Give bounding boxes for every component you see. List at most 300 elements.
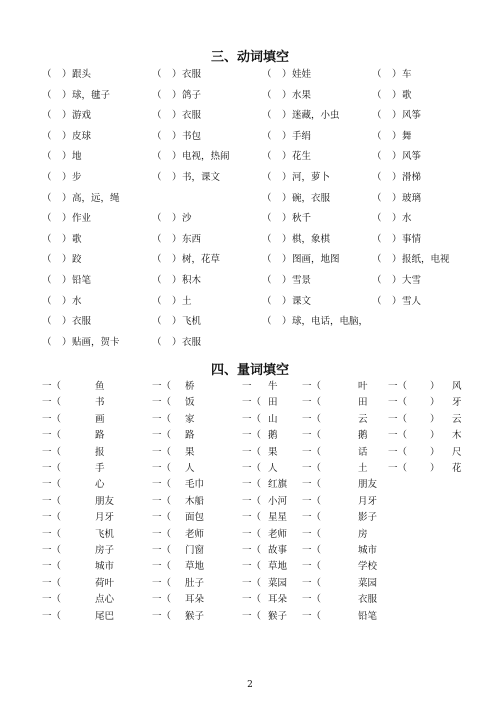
measure-prefix: 一（ — [152, 528, 172, 540]
verb-object-text: 课文 — [292, 295, 312, 307]
blank-close-paren: ） — [392, 192, 402, 204]
measure-noun: 手 — [95, 463, 105, 474]
measure-noun: 桥 — [185, 381, 195, 392]
verb-object-text: 球，电话，电脑， — [292, 316, 369, 328]
measure-noun: 老师 — [185, 528, 205, 540]
measure-prefix: 一（ — [242, 610, 262, 622]
measure-noun: 牛 — [268, 381, 278, 392]
measure-noun: 云 — [358, 413, 368, 425]
blank-close-paren: ） — [172, 316, 182, 328]
blank-open-paren: （ — [42, 254, 52, 266]
verb-object-text: 地 — [72, 151, 82, 163]
blank-open-paren: （ — [372, 110, 382, 122]
verb-object-text: 步 — [72, 172, 82, 183]
blank-close-paren: ） — [392, 254, 402, 266]
measure-prefix: 一（ — [388, 446, 408, 458]
measure-noun: 人 — [185, 463, 195, 474]
verb-object-text: 娃娃 — [292, 69, 312, 80]
measure-noun: 耳朵 — [185, 594, 205, 606]
verb-object-text: 玻璃 — [402, 192, 422, 204]
measure-row — [0, 543, 500, 559]
measure-prefix: 一（ — [302, 577, 322, 589]
measure-prefix: 一（ — [242, 479, 262, 491]
measure-prefix: 一（ — [302, 430, 322, 442]
measure-prefix: 一（ — [242, 430, 262, 442]
measure-prefix: 一（ — [302, 413, 322, 425]
verb-object-text: 衣服 — [182, 336, 202, 348]
measure-noun: 面包 — [185, 512, 205, 524]
measure-noun: ） — [430, 413, 440, 425]
blank-close-paren: ） — [392, 69, 402, 80]
blank-close-paren: ） — [172, 336, 182, 348]
blank-open-paren: （ — [42, 213, 52, 225]
measure-noun: 菜园 — [268, 577, 288, 589]
verb-object-text: 舞 — [402, 130, 412, 142]
measure-noun: 肚子 — [185, 577, 205, 589]
measure-prefix: 一（ — [152, 446, 172, 458]
measure-noun: 心 — [95, 479, 105, 491]
blank-open-paren: （ — [42, 130, 52, 142]
measure-row — [0, 461, 500, 477]
section3-title: 三、动词填空 — [210, 50, 289, 65]
verb-object-text: 衣服 — [182, 69, 202, 80]
measure-prefix: 一（ — [152, 610, 172, 622]
blank-open-paren: （ — [372, 151, 382, 163]
verb-object-text: 水果 — [292, 89, 312, 101]
measure-noun: 荷叶 — [95, 577, 115, 589]
verb-row — [0, 212, 500, 226]
verb-object-text: 衣服 — [182, 110, 202, 122]
verb-object-text: 作业 — [72, 213, 92, 225]
blank-open-paren: （ — [152, 172, 162, 183]
blank-close-paren: ） — [392, 110, 402, 122]
blank-open-paren: （ — [152, 316, 162, 328]
verb-object-text: 歌 — [72, 233, 82, 245]
blank-open-paren: （ — [372, 192, 382, 204]
blank-open-paren: （ — [372, 69, 382, 80]
blank-close-paren: ） — [282, 316, 292, 328]
measure-noun: 月牙 — [358, 495, 378, 507]
blank-open-paren: （ — [372, 130, 382, 142]
verb-object-text: 风筝 — [402, 110, 422, 122]
measure-prefix: 一（ — [152, 545, 172, 556]
measure-prefix: 一（ — [302, 495, 322, 507]
measure-noun: 报 — [95, 446, 105, 458]
blank-close-paren: ） — [282, 110, 292, 122]
blank-open-paren: （ — [152, 110, 162, 122]
measure-prefix: 一（ — [42, 545, 62, 556]
measure-noun: 人 — [268, 463, 278, 474]
verb-object-text: 雪景 — [292, 275, 312, 286]
blank-close-paren: ） — [62, 275, 72, 286]
blank-close-paren: ） — [282, 233, 292, 245]
section4-title: 四、量词填空 — [210, 363, 289, 378]
blank-open-paren: （ — [262, 130, 272, 142]
blank-close-paren: ） — [172, 110, 182, 122]
measure-noun: 点心 — [95, 594, 115, 606]
measure-prefix: 一（ — [42, 561, 62, 573]
measure-prefix: 一（ — [242, 463, 262, 474]
blank-close-paren: ） — [392, 151, 402, 163]
measure-prefix: 一（ — [152, 413, 172, 425]
verb-object-text: 手绢 — [292, 130, 312, 142]
measure-prefix: 一（ — [242, 495, 262, 507]
blank-close-paren: ） — [62, 89, 72, 101]
measure-prefix: 一（ — [242, 577, 262, 589]
blank-close-paren: ） — [282, 192, 292, 204]
measure-prefix: 一（ — [42, 610, 62, 622]
verb-row — [0, 130, 500, 144]
measure-noun: 画 — [95, 413, 105, 425]
blank-open-paren: （ — [42, 192, 52, 204]
verb-object-text: 雪人 — [402, 295, 422, 307]
verb-object-text: 书，课文 — [182, 172, 221, 183]
verb-object-text: 衣服 — [72, 316, 92, 328]
blank-close-paren: ） — [282, 295, 292, 307]
measure-row — [0, 609, 500, 625]
blank-open-paren: （ — [152, 130, 162, 142]
measure-prefix: 一（ — [152, 381, 172, 392]
blank-open-paren: （ — [262, 89, 272, 101]
verb-object-text: 报纸，电视 — [402, 254, 450, 266]
verb-object-text: 水 — [72, 295, 82, 307]
blank-open-paren: （ — [42, 336, 52, 348]
measure-prefix: 一（ — [242, 528, 262, 540]
measure-prefix: 一（ — [302, 512, 322, 524]
blank-close-paren: ） — [62, 316, 72, 328]
measure-noun: 鱼 — [95, 381, 105, 392]
measure-noun: 尺 — [452, 446, 462, 458]
measure-row — [0, 559, 500, 575]
verb-row — [0, 171, 500, 185]
blank-close-paren: ） — [62, 69, 72, 80]
measure-row — [0, 395, 500, 411]
blank-open-paren: （ — [262, 254, 272, 266]
blank-open-paren: （ — [262, 316, 272, 328]
measure-noun: 耳朵 — [268, 594, 288, 606]
measure-prefix: 一（ — [152, 495, 172, 507]
measure-prefix: 一（ — [42, 381, 62, 392]
verb-object-text: 秋千 — [292, 213, 312, 225]
blank-close-paren: ） — [172, 295, 182, 307]
verb-object-text: 积木 — [182, 275, 202, 286]
verb-row — [0, 192, 500, 206]
measure-prefix: 一（ — [242, 512, 262, 524]
blank-open-paren: （ — [42, 89, 52, 101]
verb-row — [0, 336, 500, 350]
measure-noun: 书 — [95, 397, 105, 409]
verb-object-text: 贴画，贺卡 — [72, 336, 120, 348]
blank-open-paren: （ — [42, 69, 52, 80]
blank-open-paren: （ — [262, 110, 272, 122]
measure-noun: 老师 — [268, 528, 288, 540]
measure-row — [0, 576, 500, 592]
verb-object-text: 事情 — [402, 233, 422, 245]
verb-object-text: 大雪 — [402, 275, 422, 286]
measure-noun: 云 — [452, 413, 462, 425]
measure-prefix: 一（ — [42, 397, 62, 409]
blank-close-paren: ） — [282, 69, 292, 80]
blank-close-paren: ） — [392, 130, 402, 142]
blank-close-paren: ） — [282, 172, 292, 183]
verb-object-text: 迷藏，小虫 — [292, 110, 340, 122]
measure-noun: 草地 — [268, 561, 288, 573]
measure-prefix: 一（ — [152, 479, 172, 491]
measure-prefix: 一 — [242, 381, 252, 392]
verb-object-text: 铅笔 — [72, 275, 92, 286]
measure-noun: 果 — [185, 446, 195, 458]
measure-prefix: 一（ — [302, 479, 322, 491]
measure-prefix: 一（ — [302, 594, 322, 606]
blank-close-paren: ） — [282, 151, 292, 163]
measure-noun: 家 — [185, 413, 195, 425]
measure-noun: 房子 — [95, 545, 115, 556]
blank-close-paren: ） — [392, 295, 402, 307]
measure-prefix: 一（ — [302, 463, 322, 474]
blank-open-paren: （ — [372, 275, 382, 286]
blank-close-paren: ） — [62, 295, 72, 307]
measure-prefix: 一（ — [302, 381, 322, 392]
verb-object-text: 土 — [182, 295, 192, 307]
measure-prefix: 一（ — [388, 413, 408, 425]
measure-noun: 草地 — [185, 561, 205, 573]
blank-open-paren: （ — [372, 233, 382, 245]
measure-prefix: 一（ — [42, 594, 62, 606]
blank-open-paren: （ — [372, 89, 382, 101]
blank-open-paren: （ — [262, 192, 272, 204]
measure-prefix: 一（ — [388, 463, 408, 474]
blank-open-paren: （ — [42, 110, 52, 122]
measure-row — [0, 510, 500, 526]
blank-open-paren: （ — [262, 213, 272, 225]
measure-noun: ） — [430, 463, 440, 474]
measure-noun: 城市 — [95, 561, 115, 573]
measure-noun: 红旗 — [268, 479, 288, 491]
measure-noun: 木 — [452, 430, 462, 442]
verb-object-text: 书包 — [182, 130, 202, 142]
measure-noun: 星星 — [268, 512, 288, 524]
blank-close-paren: ） — [62, 130, 72, 142]
measure-noun: 鹅 — [358, 430, 368, 442]
measure-row — [0, 527, 500, 543]
measure-noun: 毛巾 — [185, 479, 205, 491]
blank-open-paren: （ — [152, 213, 162, 225]
verb-object-text: 河，萝卜 — [292, 172, 331, 183]
measure-noun: 鹅 — [268, 430, 278, 442]
measure-row — [0, 428, 500, 444]
blank-close-paren: ） — [392, 89, 402, 101]
measure-prefix: 一（ — [152, 594, 172, 606]
blank-close-paren: ） — [62, 254, 72, 266]
verb-object-text: 电视，热闹 — [182, 151, 230, 163]
measure-prefix: 一（ — [42, 577, 62, 589]
measure-noun: 尾巴 — [95, 610, 115, 622]
measure-prefix: 一（ — [302, 545, 322, 556]
verb-row — [0, 315, 500, 329]
measure-noun: 故事 — [268, 545, 288, 556]
measure-noun: 话 — [358, 446, 368, 458]
measure-noun: 猴子 — [268, 610, 288, 622]
verb-object-text: 飞机 — [182, 316, 202, 328]
blank-open-paren: （ — [152, 336, 162, 348]
verb-row — [0, 253, 500, 267]
verb-row — [0, 109, 500, 123]
measure-prefix: 一（ — [388, 381, 408, 392]
verb-object-text: 碗，衣服 — [292, 192, 331, 204]
blank-close-paren: ） — [172, 213, 182, 225]
verb-object-text: 跟头 — [72, 69, 92, 80]
blank-close-paren: ） — [172, 275, 182, 286]
blank-close-paren: ） — [172, 172, 182, 183]
verb-row — [0, 89, 500, 103]
blank-open-paren: （ — [42, 172, 52, 183]
verb-row — [0, 233, 500, 247]
verb-object-text: 球，毽子 — [72, 89, 111, 101]
measure-prefix: 一（ — [152, 577, 172, 589]
measure-prefix: 一（ — [42, 495, 62, 507]
measure-prefix: 一（ — [242, 413, 262, 425]
blank-close-paren: ） — [282, 275, 292, 286]
blank-close-paren: ） — [172, 151, 182, 163]
verb-object-text: 棋，象棋 — [292, 233, 331, 245]
blank-open-paren: （ — [262, 275, 272, 286]
measure-noun: 果 — [268, 446, 278, 458]
verb-object-text: 花生 — [292, 151, 312, 163]
measure-prefix: 一（ — [42, 512, 62, 524]
measure-row — [0, 379, 500, 395]
blank-close-paren: ） — [392, 172, 402, 183]
blank-open-paren: （ — [152, 69, 162, 80]
verb-object-text: 树，花草 — [182, 254, 221, 266]
verb-object-text: 歌 — [402, 89, 412, 101]
measure-prefix: 一（ — [42, 430, 62, 442]
measure-noun: 田 — [358, 397, 368, 409]
measure-noun: 飞机 — [95, 528, 115, 540]
measure-noun: 猴子 — [185, 610, 205, 622]
measure-noun: 朋友 — [358, 479, 378, 491]
measure-prefix: 一（ — [152, 561, 172, 573]
measure-prefix: 一（ — [242, 594, 262, 606]
blank-open-paren: （ — [262, 172, 272, 183]
measure-noun: 衣服 — [358, 594, 378, 606]
measure-noun: 朋友 — [95, 495, 115, 507]
verb-object-text: 车 — [402, 69, 412, 80]
blank-open-paren: （ — [152, 233, 162, 245]
measure-prefix: 一（ — [242, 545, 262, 556]
measure-noun: 木船 — [185, 495, 205, 507]
measure-prefix: 一（ — [242, 397, 262, 409]
blank-open-paren: （ — [152, 254, 162, 266]
measure-prefix: 一（ — [152, 463, 172, 474]
measure-row — [0, 412, 500, 428]
blank-close-paren: ） — [282, 130, 292, 142]
blank-open-paren: （ — [152, 89, 162, 101]
blank-open-paren: （ — [372, 213, 382, 225]
blank-close-paren: ） — [172, 130, 182, 142]
measure-prefix: 一（ — [302, 610, 322, 622]
measure-prefix: 一（ — [302, 446, 322, 458]
measure-noun: ） — [430, 381, 440, 392]
blank-open-paren: （ — [372, 254, 382, 266]
measure-prefix: 一（ — [302, 397, 322, 409]
blank-open-paren: （ — [152, 295, 162, 307]
blank-close-paren: ） — [172, 69, 182, 80]
blank-close-paren: ） — [392, 233, 402, 245]
measure-prefix: 一（ — [152, 430, 172, 442]
verb-object-text: 滑梯 — [402, 172, 422, 183]
measure-noun: 牙 — [452, 397, 462, 409]
blank-open-paren: （ — [42, 295, 52, 307]
measure-noun: 菜园 — [358, 577, 378, 589]
blank-open-paren: （ — [262, 233, 272, 245]
measure-noun: 山 — [268, 413, 278, 425]
measure-noun: 路 — [95, 430, 105, 442]
measure-prefix: 一（ — [302, 561, 322, 573]
measure-prefix: 一（ — [388, 430, 408, 442]
measure-noun: 门窗 — [185, 545, 205, 556]
measure-noun: 风 — [452, 381, 462, 392]
measure-row — [0, 494, 500, 510]
blank-close-paren: ） — [172, 233, 182, 245]
measure-noun: 铅笔 — [358, 610, 378, 622]
measure-prefix: 一（ — [42, 479, 62, 491]
measure-noun: 田 — [268, 397, 278, 409]
blank-close-paren: ） — [62, 110, 72, 122]
blank-close-paren: ） — [282, 213, 292, 225]
blank-close-paren: ） — [62, 233, 72, 245]
verb-object-text: 东西 — [182, 233, 202, 245]
verb-object-text: 风筝 — [402, 151, 422, 163]
measure-noun: 小河 — [268, 495, 288, 507]
measure-prefix: 一（ — [388, 397, 408, 409]
measure-prefix: 一（ — [242, 561, 262, 573]
page-number: 2 — [247, 680, 253, 690]
blank-close-paren: ） — [62, 336, 72, 348]
verb-object-text: 沙 — [182, 213, 192, 225]
blank-close-paren: ） — [172, 89, 182, 101]
blank-open-paren: （ — [372, 172, 382, 183]
blank-open-paren: （ — [262, 69, 272, 80]
verb-row — [0, 274, 500, 288]
verb-row — [0, 68, 500, 82]
verb-object-text: 皮球 — [72, 130, 92, 142]
measure-prefix: 一（ — [42, 446, 62, 458]
measure-noun: 叶 — [358, 381, 368, 392]
measure-row — [0, 477, 500, 493]
verb-object-text: 水 — [402, 213, 412, 225]
blank-open-paren: （ — [42, 316, 52, 328]
measure-prefix: 一（ — [302, 528, 322, 540]
measure-noun: ） — [430, 397, 440, 409]
measure-row — [0, 445, 500, 461]
blank-open-paren: （ — [262, 151, 272, 163]
blank-close-paren: ） — [62, 192, 72, 204]
measure-noun: 路 — [185, 430, 195, 442]
blank-close-paren: ） — [282, 254, 292, 266]
measure-prefix: 一（ — [242, 446, 262, 458]
blank-close-paren: ） — [282, 89, 292, 101]
measure-noun: 花 — [452, 463, 462, 474]
blank-close-paren: ） — [392, 213, 402, 225]
measure-prefix: 一（ — [152, 512, 172, 524]
blank-open-paren: （ — [42, 233, 52, 245]
measure-row — [0, 592, 500, 608]
blank-open-paren: （ — [372, 295, 382, 307]
verb-object-text: 鸽子 — [182, 89, 202, 101]
measure-prefix: 一（ — [152, 397, 172, 409]
verb-object-text: 游戏 — [72, 110, 92, 122]
blank-open-paren: （ — [262, 295, 272, 307]
